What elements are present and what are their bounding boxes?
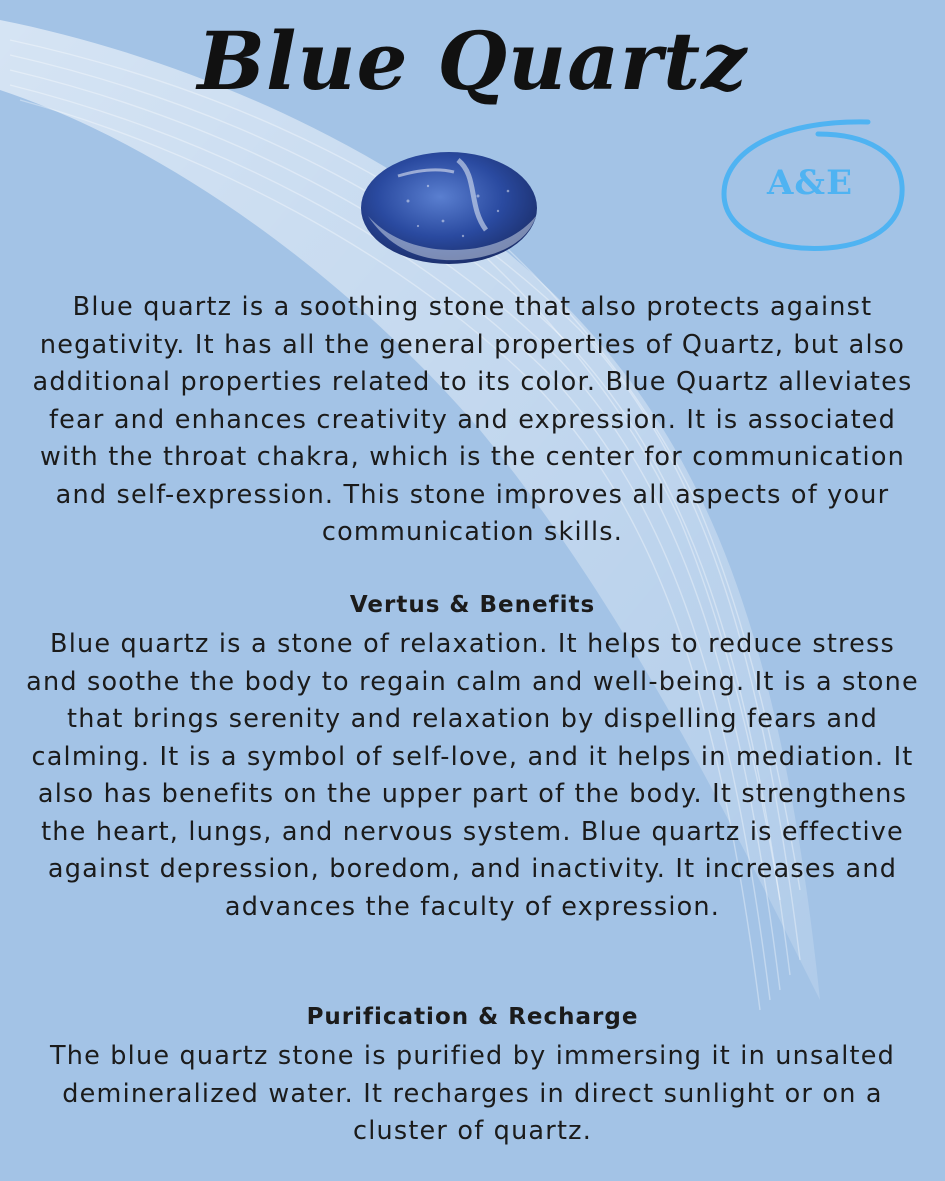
- section-heading-benefits: Vertus & Benefits: [349, 592, 596, 618]
- section-body-purification: The blue quartz stone is purified by immersing it in unsalted demineralized water. It recharges in direct sunlight or on a cluster of quartz.: [49, 1041, 896, 1146]
- blue-quartz-stone-image: [358, 146, 540, 266]
- page-title: Blue Quartz: [197, 14, 748, 108]
- ae-logo-text: A&E: [767, 163, 853, 203]
- section-body-benefits: Blue quartz is a stone of relaxation. It helps to reduce stress and soothe the body to regain calm and well-being. It is a stone that brings serenity and relaxation by dispelling fears and calming. It is a symbol of self-love, and it helps in mediation. It also has benefits on the upper part of the body. It strengthens the heart, lungs, and nervous system. Blue quartz is effective against depression, boredom, and inactivity. It increases and advances the faculty of expression.: [26, 629, 919, 922]
- intro-paragraph: Blue quartz is a soothing stone that also protects against negativity. It has all the general properties of Quartz, but also additional properties related to its color. Blue Quartz alleviates fear and enhances creativity and expression. It is associated with the throat chakra, which is the center for communication and self-expression. This stone improves all aspects of your communication skills.: [32, 292, 913, 547]
- section-heading-purification: Purification & Recharge: [306, 1004, 639, 1030]
